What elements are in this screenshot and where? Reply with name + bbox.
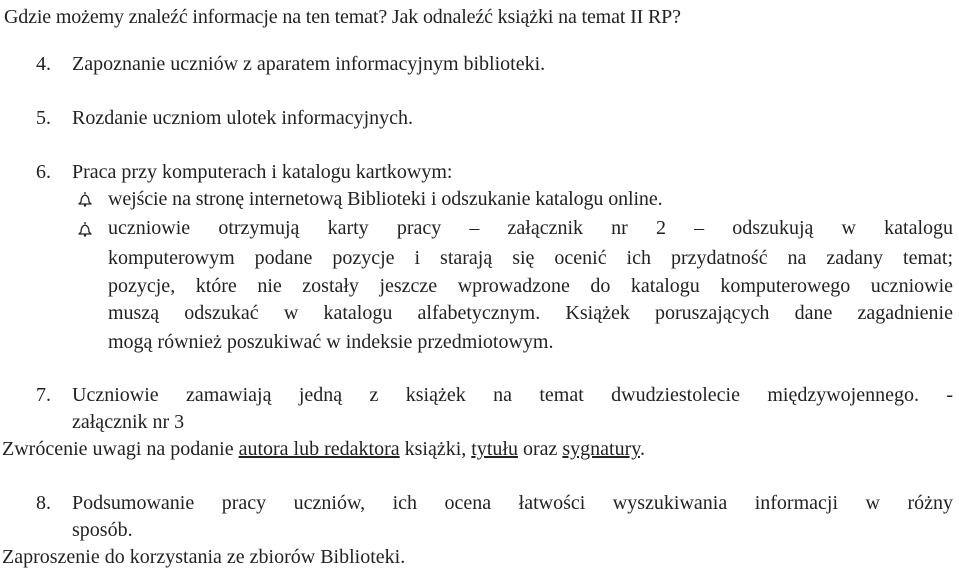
note-text: oraz <box>517 438 563 460</box>
bullet-text-2-line-3: pozycje, które nie zostały jeszcze wprowadzone do katalogu komputerowego uczniowie <box>108 275 953 297</box>
list-item-8-line-1: Podsumowanie pracy uczniów, ich ocena łatwości wyszukiwania informacji w różny <box>72 492 953 514</box>
bullet-text-2-line-1: uczniowie otrzymują karty pracy – załącznik nr 2 – odszukują w katalogu <box>108 217 953 239</box>
list-item-number: 6. <box>36 161 51 183</box>
bullet-text-2-line-5: mogą również poszukiwać w indeksie przedmiotowym. <box>108 331 554 353</box>
bullet-text-1: wejście na stronę internetową Biblioteki i odszukanie katalogu online. <box>108 188 663 210</box>
note-text: . <box>639 438 645 460</box>
underlined-title: tytułu <box>471 438 518 460</box>
bell-icon <box>76 190 94 208</box>
bullet-text-2-line-2: komputerowym podane pozycje i starają się ocenić ich przydatność na zadany temat; <box>108 247 953 269</box>
bullet-text-2-line-4: muszą odszukać w katalogu alfabetycznym. Książek poruszających dane zagadnienie <box>108 302 953 324</box>
bell-icon <box>76 220 94 238</box>
list-item-4 <box>36 52 545 76</box>
list-item-5 <box>36 106 413 130</box>
underlined-author: autora lub redaktora <box>238 438 400 460</box>
note-text: książki, <box>399 438 472 460</box>
list-item-7-number: 7. <box>36 384 51 406</box>
list-item-6 <box>36 160 452 184</box>
list-item-8-line-2: sposób. <box>72 519 133 541</box>
intro-line: Gdzie możemy znaleźć informacje na ten temat? Jak odnaleźć książki na temat II RP? <box>4 6 681 28</box>
list-item-number: 5. <box>36 107 51 129</box>
list-item-text: Praca przy komputerach i katalogu kartkowym: <box>72 161 453 183</box>
note-line <box>2 437 645 461</box>
list-item-7-line-2: załącznik nr 3 <box>72 411 185 433</box>
underlined-signature: sygnatury <box>562 438 640 460</box>
list-item-7-line-1: Uczniowie zamawiają jedną z książek na temat dwudziestolecie międzywojennego. - <box>72 384 953 406</box>
list-item-8-number: 8. <box>36 492 51 514</box>
list-item-text: Zapoznanie uczniów z aparatem informacyjnym biblioteki. <box>72 53 546 75</box>
note-text: Zwrócenie uwagi na podanie <box>2 438 239 460</box>
list-item-number: 4. <box>36 53 51 75</box>
closing-line: Zaproszenie do korzystania ze zbiorów Biblioteki. <box>2 546 406 568</box>
list-item-text: Rozdanie uczniom ulotek informacyjnych. <box>72 107 414 129</box>
